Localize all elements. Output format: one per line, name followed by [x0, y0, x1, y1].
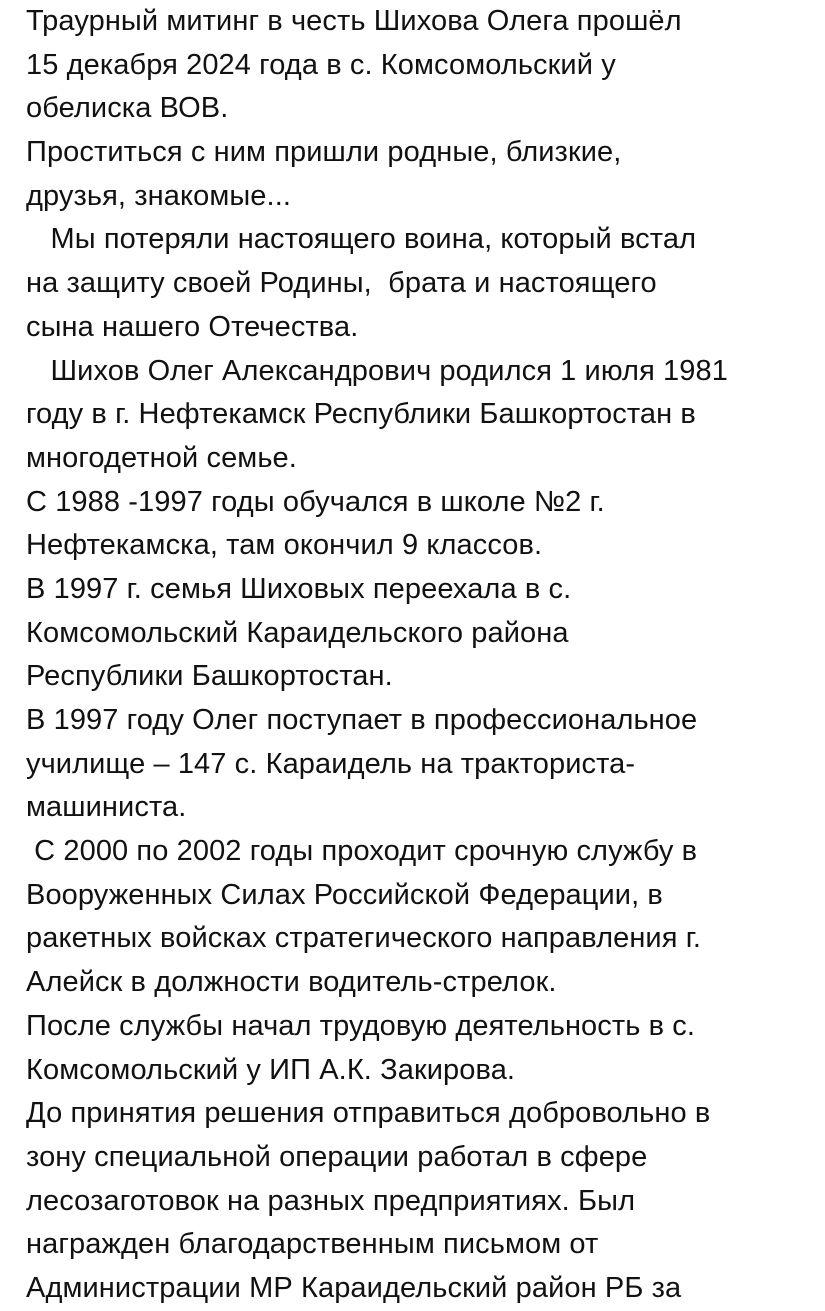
text-line-29: награжден благодарственным письмом от: [26, 1228, 599, 1261]
text-line-21: Вооруженных Силах Российской Федерации, в: [26, 878, 663, 911]
text-line-8: сына нашего Отечества.: [26, 310, 359, 343]
text-line-20: С 2000 по 2002 годы проходит срочную службу в: [26, 835, 698, 868]
text-line-9: Шихов Олег Александрович родился 1 июля 1981: [26, 354, 728, 387]
text-line-2: 15 декабря 2024 года в с. Комсомольский у: [26, 48, 616, 81]
text-line-16: Республики Башкортостан.: [26, 660, 393, 693]
text-line-10: году в г. Нефтекамск Республики Башкортостан в: [26, 398, 696, 431]
text-line-24: После службы начал трудовую деятельность в с.: [26, 1009, 696, 1042]
text-line-13: Нефтекамска, там окончил 9 классов.: [26, 529, 543, 562]
text-line-25: Комсомольский у ИП А.К. Закирова.: [26, 1053, 516, 1086]
text-line-28: лесозаготовок на разных предприятиях. Был: [26, 1184, 636, 1217]
text-line-26: До принятия решения отправиться добровольно в: [26, 1097, 711, 1130]
text-line-3: обелиска ВОВ.: [26, 92, 229, 125]
text-line-23: Алейск в должности водитель-стрелок.: [26, 966, 557, 999]
text-line-11: многодетной семье.: [26, 441, 297, 474]
text-line-6: Мы потеряли настоящего воина, который встал: [26, 223, 697, 256]
text-line-5: друзья, знакомые...: [26, 179, 292, 212]
text-line-14: В 1997 г. семья Шиховых переехала в с.: [26, 572, 572, 605]
text-line-17: В 1997 году Олег поступает в профессиональное: [26, 704, 698, 736]
text-line-15: Комсомольский Караидельского района: [26, 616, 569, 649]
text-line-4: Проститься с ним пришли родные, близкие,: [26, 136, 622, 169]
document-body: [26, 0, 816, 1311]
text-line-18: училище – 147 с. Караидель на тракториста-: [26, 747, 636, 780]
text-line-27: зону специальной операции работал в сфере: [26, 1140, 648, 1173]
text-line-19: машиниста.: [26, 791, 187, 824]
text-line-7: на защиту своей Родины, брата и настоящего: [26, 267, 657, 300]
text-line-1: Траурный митинг в честь Шихова Олега прошёл: [26, 5, 682, 37]
text-line-30: Администрации МР Караидельский район РБ за: [26, 1271, 682, 1304]
text-line-12: С 1988 -1997 годы обучался в школе №2 г.: [26, 485, 605, 518]
text-line-22: ракетных войсках стратегического направления г.: [26, 922, 701, 955]
